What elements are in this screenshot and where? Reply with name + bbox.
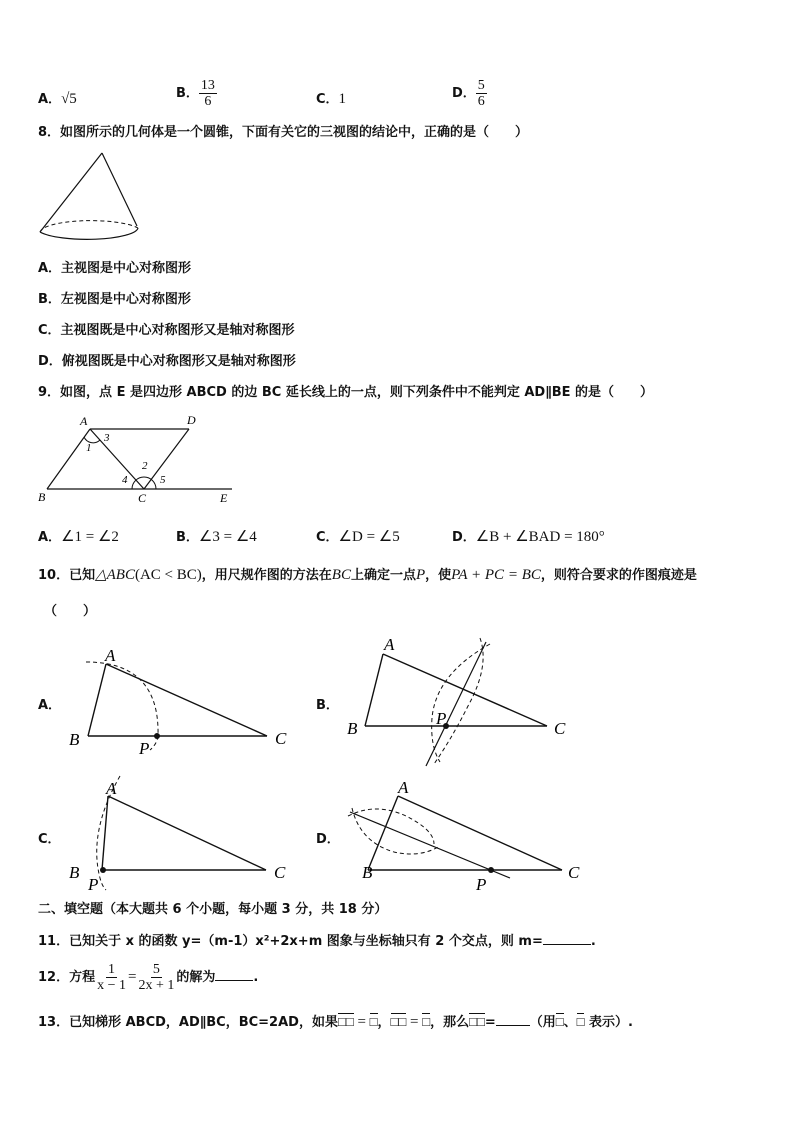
option-value: 1: [338, 91, 347, 107]
denominator: 2x + 1: [138, 978, 175, 993]
numerator: 5: [152, 962, 160, 977]
label-b: B: [362, 863, 373, 882]
label-a: A: [80, 414, 88, 428]
label-p: P: [476, 875, 487, 894]
angle-2-label: 2: [142, 460, 148, 472]
q13-mid: ，那么: [430, 1015, 470, 1030]
q7-option-c: [316, 88, 346, 108]
fraction-right: [136, 962, 176, 993]
stem-text: ，使: [425, 568, 452, 583]
q10-paren: （ ）: [44, 604, 97, 619]
q11-end: .: [590, 934, 596, 949]
q8-option-c: C．主视图既是中心对称图形又是轴对称图形: [38, 323, 295, 338]
answer-blank: [543, 932, 591, 945]
numerator: 5: [477, 78, 485, 93]
vector-placeholder: □: [422, 1014, 431, 1029]
label-b: B: [347, 719, 358, 738]
q9-option-c: [316, 526, 400, 546]
label-a: A: [384, 635, 395, 654]
option-value: ∠3 = ∠4: [198, 529, 257, 545]
q10-option-a-label: A．: [38, 698, 62, 713]
equals-sign: =: [128, 969, 137, 985]
option-value: ∠1 = ∠2: [61, 529, 119, 545]
option-label: C．: [316, 530, 339, 545]
option-label: B．: [176, 86, 199, 101]
q10-stem: [38, 567, 697, 584]
stem-prefix: 10．已知: [38, 568, 96, 583]
separator: 、: [563, 1015, 577, 1030]
point-p: P: [415, 567, 426, 583]
separator: ，: [377, 1015, 391, 1030]
vector-placeholder: □: [555, 1014, 564, 1029]
label-a: A: [106, 779, 117, 798]
label-p: P: [139, 739, 150, 758]
vector-placeholder: □□: [390, 1014, 407, 1029]
angle-4-label: 4: [122, 474, 128, 486]
option-label: D．: [452, 86, 476, 101]
q8-option-b: B．左视图是中心对称图形: [38, 292, 191, 307]
q12: [38, 962, 258, 993]
equals-sign: =: [353, 1014, 370, 1030]
label-b: B: [69, 863, 80, 882]
label-p: P: [88, 875, 99, 894]
construction-figure-b: [340, 634, 580, 772]
q9-stem: 9．如图，点 E 是四边形 ABCD 的边 BC 延长线上的一点，则下列条件中不能判定 AD∥BE 的是（ ）: [38, 385, 654, 400]
fraction: [199, 78, 217, 109]
fraction-left: [95, 962, 128, 993]
construction-figure-d: [340, 772, 590, 896]
q9-option-b: [176, 526, 257, 546]
q13-paren-close: 表示）.: [584, 1015, 633, 1030]
q7-option-b: [176, 78, 217, 109]
equals-sign: =: [406, 1014, 423, 1030]
q11: [38, 932, 596, 950]
label-a: A: [398, 778, 409, 797]
stem-text: ，则符合要求的作图痕迹是: [540, 568, 697, 583]
answer-blank: [496, 1013, 530, 1026]
vector-placeholder: □: [576, 1014, 585, 1029]
q9-option-a: [38, 526, 119, 546]
label-c: C: [274, 863, 286, 882]
angle-5-label: 5: [160, 474, 166, 486]
option-label: B．: [176, 530, 199, 545]
label-c: C: [554, 719, 566, 738]
sqrt-value: √5: [61, 91, 77, 107]
q11-text: 11．已知关于 x 的函数 y=（m-1）x²+2x+m 图象与坐标轴只有 2 个交点，则 m=: [38, 934, 543, 949]
construction-figure-c: [62, 772, 302, 896]
q13: [38, 1013, 633, 1031]
vector-placeholder: □: [369, 1014, 378, 1029]
q7-option-a: [38, 88, 77, 108]
label-c: C: [568, 863, 580, 882]
option-value: ∠D = ∠5: [338, 529, 400, 545]
stem-text: 上确定一点: [350, 568, 416, 583]
option-label: D．: [452, 530, 476, 545]
option-label: C．: [316, 92, 339, 107]
option-value: ∠B + ∠BAD = 180°: [475, 529, 605, 545]
q8-option-d: D．俯视图既是中心对称图形又是轴对称图形: [38, 354, 296, 369]
label-b: B: [38, 490, 46, 504]
q10-option-d-label: D．: [316, 832, 340, 847]
denominator: 6: [204, 94, 212, 109]
section-heading: 二、填空题（本大题共 6 个小题，每小题 3 分，共 18 分）: [38, 902, 388, 917]
q13-prefix: 13．已知梯形 ABCD，AD∥BC，BC=2AD，如果: [38, 1015, 338, 1030]
q12-suffix: 的解为: [176, 970, 216, 985]
equation: PA + PC = BC: [451, 567, 541, 583]
q10-option-c-label: C．: [38, 832, 61, 847]
q12-prefix: 12．方程: [38, 970, 96, 985]
label-d: D: [187, 413, 196, 427]
vector-placeholder: □□: [337, 1014, 354, 1029]
option-label: A．: [38, 92, 62, 107]
label-a: A: [105, 646, 116, 665]
denominator: 6: [477, 94, 485, 109]
q7-option-d: [452, 78, 487, 109]
label-c: C: [138, 491, 147, 505]
q12-end: .: [253, 970, 259, 985]
label-b: B: [69, 730, 80, 749]
q8-stem: 8．如图所示的几何体是一个圆锥，下面有关它的三视图的结论中，正确的是（ ）: [38, 125, 529, 140]
answer-blank: [215, 968, 253, 981]
stem-condition: (AC < BC): [134, 567, 202, 583]
segment-bc: BC: [331, 567, 351, 583]
construction-figure-a: [62, 640, 302, 762]
q9-option-d: [452, 526, 605, 546]
angle-1-label: 1: [86, 442, 92, 454]
stem-text: ，用尺规作图的方法在: [201, 568, 332, 583]
cone-figure: [34, 148, 144, 250]
numerator: 1: [108, 962, 116, 977]
quadrilateral-figure: [34, 410, 244, 506]
label-e: E: [220, 491, 228, 505]
angle-3-label: 3: [104, 432, 110, 444]
fraction: [476, 78, 487, 109]
equals-sign: =: [484, 1015, 496, 1030]
triangle-symbol: △ABC: [95, 567, 135, 583]
vector-placeholder: □□: [469, 1014, 485, 1029]
option-label: A．: [38, 530, 62, 545]
label-p: P: [436, 709, 447, 728]
q13-paren-open: （用: [529, 1015, 556, 1030]
q10-option-b-label: B．: [316, 698, 339, 713]
numerator: 13: [200, 78, 215, 93]
label-c: C: [275, 729, 287, 748]
denominator: x − 1: [97, 978, 126, 993]
q8-option-a: A．主视图是中心对称图形: [38, 261, 192, 276]
